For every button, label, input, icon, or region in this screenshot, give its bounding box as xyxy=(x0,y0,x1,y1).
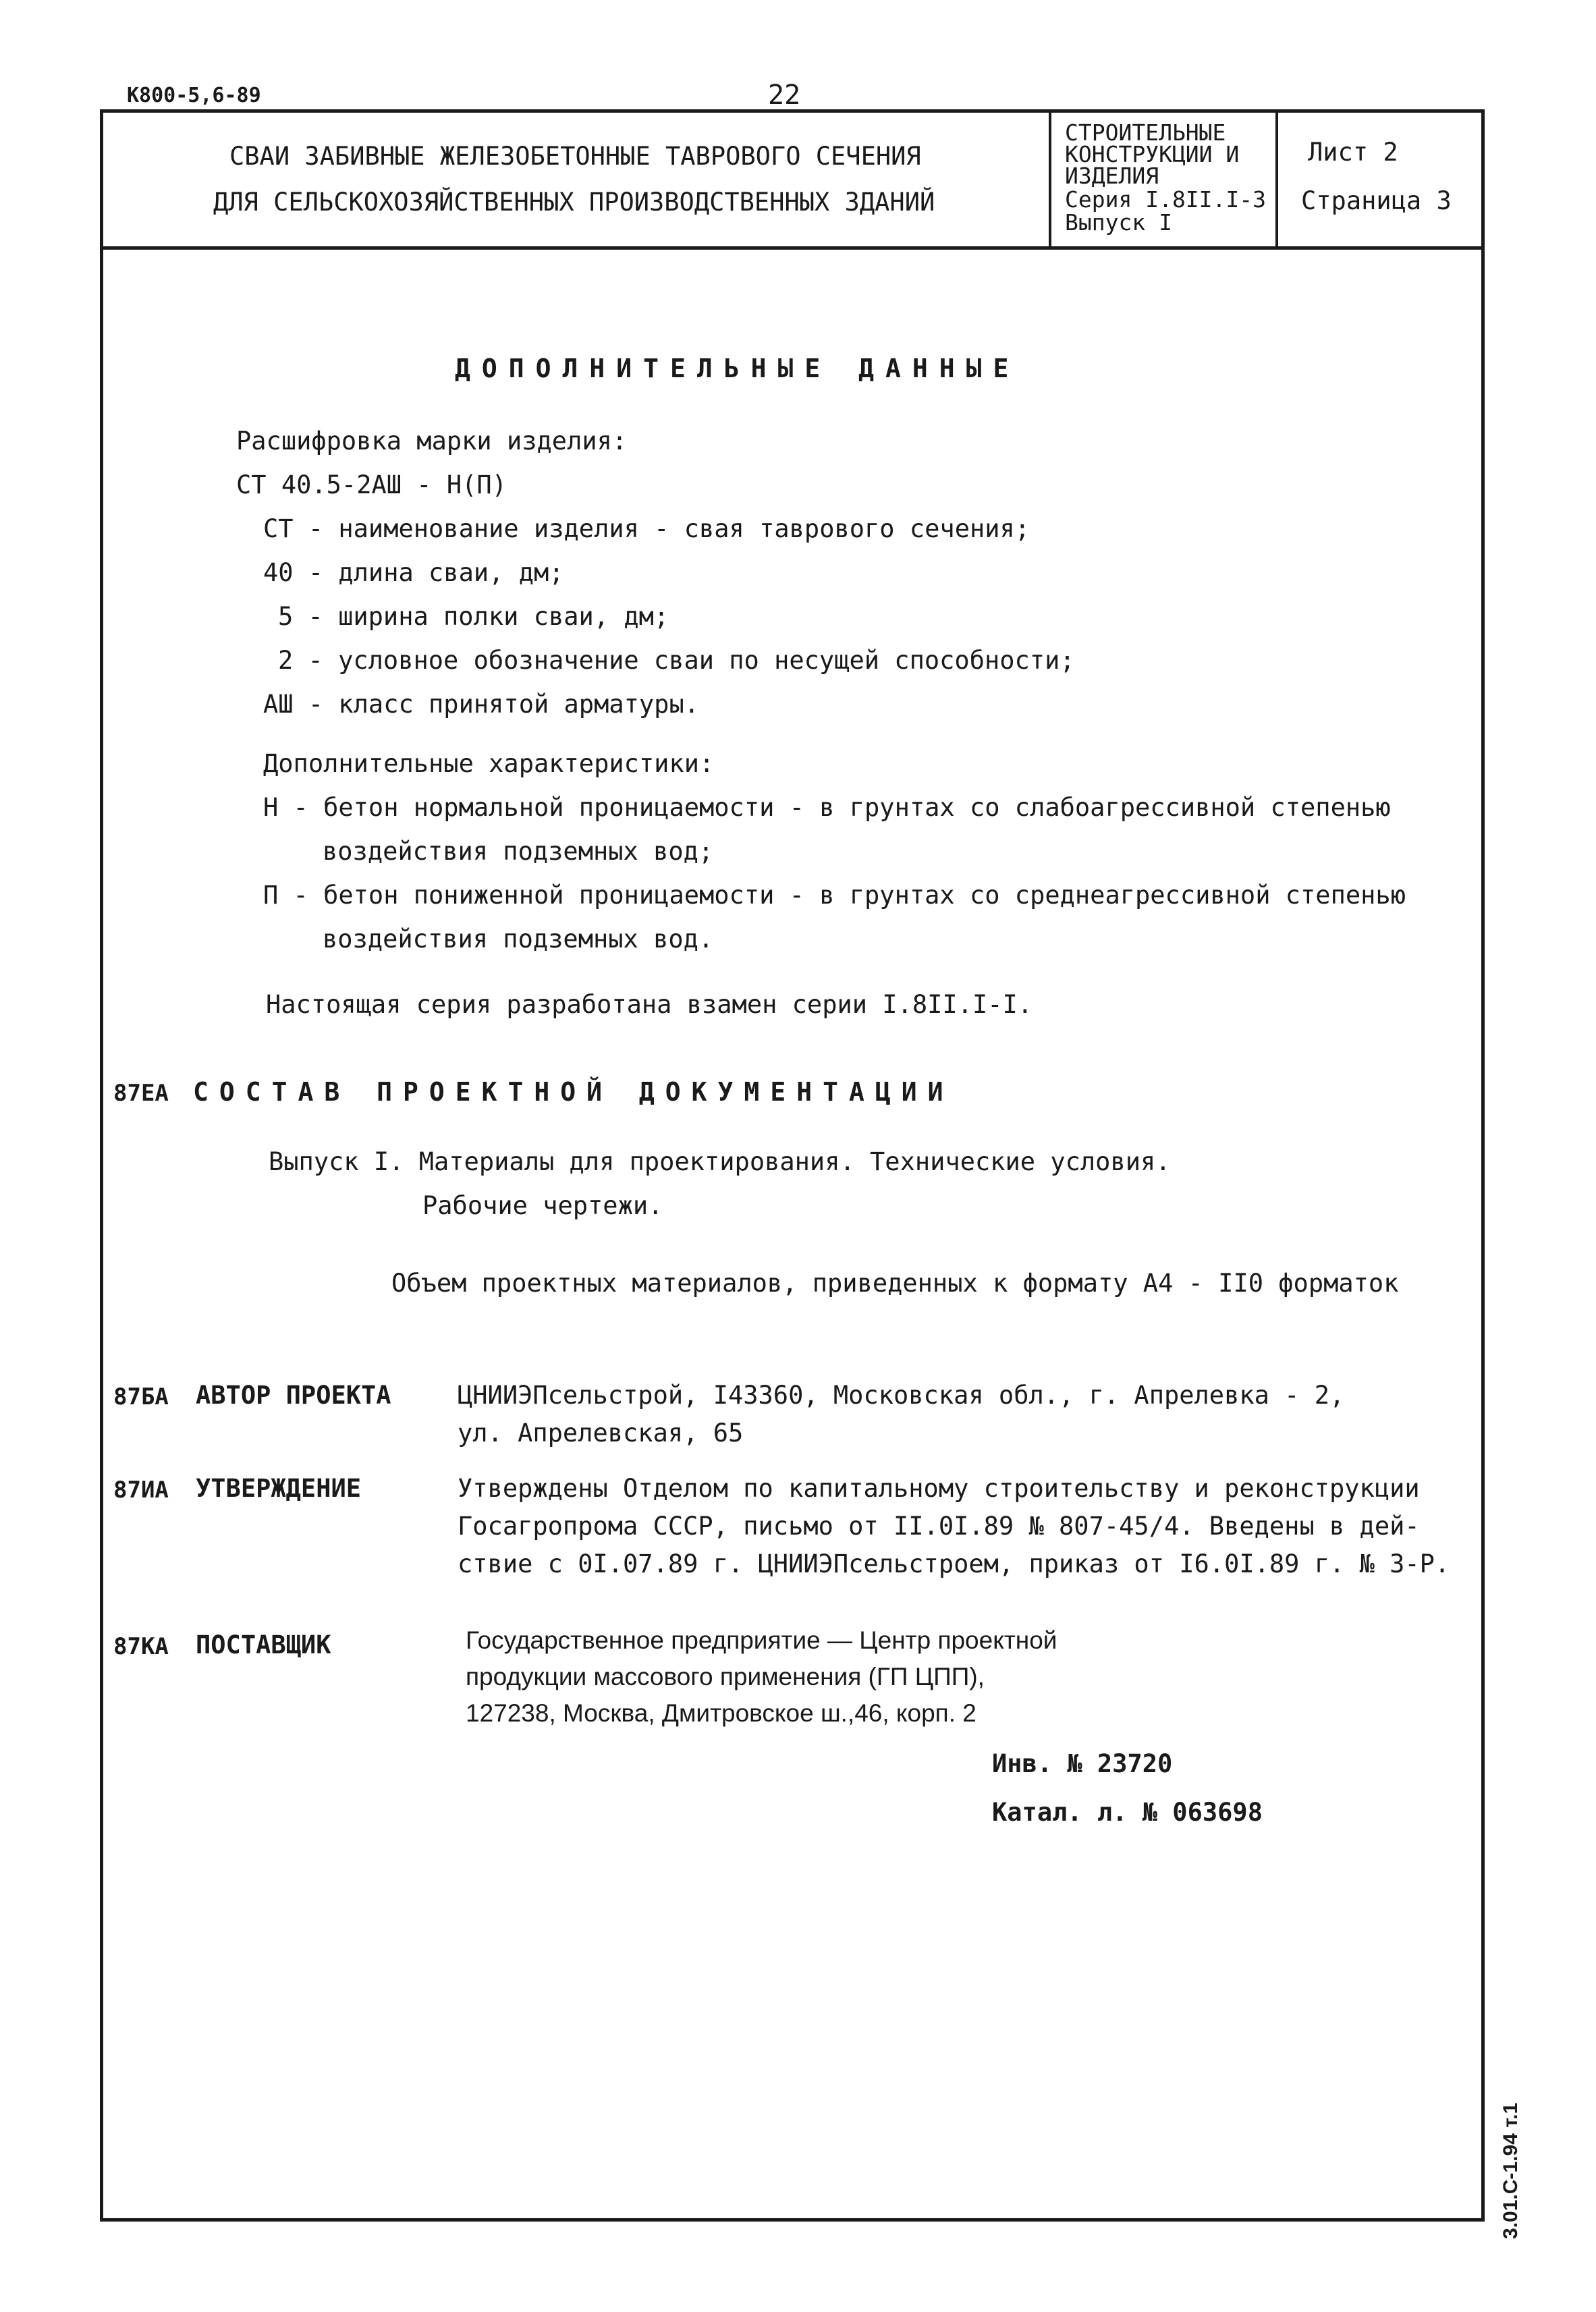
series-box-line-4: Серия I.8II.I-3 xyxy=(1065,186,1267,213)
header-col-divider-2 xyxy=(1275,109,1278,248)
supplier-line-3: 127238, Москва, Дмитровское ш.,46, корп. 2 xyxy=(466,1699,976,1727)
page-label: Страница 3 xyxy=(1301,186,1452,215)
author-line-1: ЦНИИЭПсельстрой, I43360, Московская обл., г. Апрелевка - 2, xyxy=(458,1381,1345,1410)
composition-code: 87ЕА xyxy=(113,1080,169,1107)
supplier-code: 87КА xyxy=(113,1633,169,1660)
decoding-item-40: 40 - длина сваи, дм; xyxy=(263,558,564,587)
decoding-item-st: СТ - наименование изделия - свая таврового сечения; xyxy=(263,514,1030,543)
supplier-label: ПОСТАВЩИК xyxy=(196,1630,331,1659)
sheet-label: Лист 2 xyxy=(1308,138,1398,167)
volume-note: Объем проектных материалов, приведенных к формату А4 - II0 форматок xyxy=(391,1269,1399,1298)
approval-code: 87ИА xyxy=(113,1477,169,1504)
series-box-line-3: ИЗДЕЛИЯ xyxy=(1065,163,1159,189)
title-line-1: СВАИ ЗАБИВНЫЕ ЖЕЛЕЗОБЕТОННЫЕ ТАВРОВОГО СЕЧЕНИЯ xyxy=(229,142,921,171)
page-number: 22 xyxy=(768,80,801,111)
section-heading-extra: ДОПОЛНИТЕЛЬНЫЕ ДАННЫЕ xyxy=(455,354,1020,383)
catalog-sheet-number: Катал. л. № 063698 xyxy=(992,1798,1263,1827)
decoding-title: Расшифровка марки изделия: xyxy=(236,426,628,456)
title-line-2: ДЛЯ СЕЛЬСКОХОЗЯЙСТВЕННЫХ ПРОИЗВОДСТВЕННЫХ ЗДАНИЙ xyxy=(213,188,935,217)
series-box-line-1: СТРОИТЕЛЬНЫЕ xyxy=(1065,119,1226,146)
decoding-item-ash: АШ - класс принятой арматуры. xyxy=(263,690,700,719)
inventory-number: Инв. № 23720 xyxy=(992,1749,1173,1778)
characteristic-n-line-2: воздействия подземных вод; xyxy=(323,837,714,866)
header-col-divider-1 xyxy=(1049,109,1051,248)
characteristic-p-line-2: воздействия подземных вод. xyxy=(323,925,714,954)
approval-line-3: ствие с 0I.07.89 г. ЦНИИЭПсельстроем, приказ от I6.0I.89 г. № 3-Р. xyxy=(458,1549,1450,1578)
series-box-line-2: КОНСТРУКЦИИ И xyxy=(1065,141,1240,167)
characteristics-title: Дополнительные характеристики: xyxy=(263,749,715,778)
author-line-2: ул. Апрелевская, 65 xyxy=(458,1419,744,1448)
decoding-item-2: 2 - условное обозначение сваи по несущей способности; xyxy=(278,646,1075,675)
section-heading-composition: СОСТАВ ПРОЕКТНОЙ ДОКУМЕНТАЦИИ xyxy=(193,1077,954,1107)
series-box-line-5: Выпуск I xyxy=(1065,209,1172,236)
author-code: 87БА xyxy=(113,1383,169,1410)
approval-label: УТВЕРЖДЕНИЕ xyxy=(196,1474,362,1503)
characteristic-p-line-1: П - бетон пониженной проницаемости - в грунтах со среднеагрессивной степенью xyxy=(263,881,1406,910)
replacement-note: Настоящая серия разработана взамен серии I.8II.I-I. xyxy=(266,990,1033,1019)
decoding-item-5: 5 - ширина полки сваи, дм; xyxy=(278,602,669,631)
supplier-line-1: Государственное предприятие — Центр проектной xyxy=(466,1626,1057,1654)
approval-line-1: Утверждены Отделом по капитальному строительству и реконструкции xyxy=(458,1474,1420,1503)
characteristic-n-line-1: Н - бетон нормальной проницаемости - в грунтах со слабоагрессивной степенью xyxy=(263,793,1391,822)
author-label: АВТОР ПРОЕКТА xyxy=(196,1381,391,1410)
issue-line-1: Выпуск I. Материалы для проектирования. Технические условия. xyxy=(269,1147,1171,1176)
approval-line-2: Госагропрома СССР, письмо от II.0I.89 № 807-45/4. Введены в дей- xyxy=(458,1512,1420,1541)
issue-line-2: Рабочие чертежи. xyxy=(422,1191,663,1220)
catalog-stamp: 3.01.С-1.94 т.1 xyxy=(1499,2102,1522,2239)
supplier-line-2: продукции массового применения (ГП ЦПП), xyxy=(466,1663,985,1690)
product-mark: СТ 40.5-2АШ - Н(П) xyxy=(236,470,507,499)
document-code: К800-5,6-89 xyxy=(127,84,261,107)
